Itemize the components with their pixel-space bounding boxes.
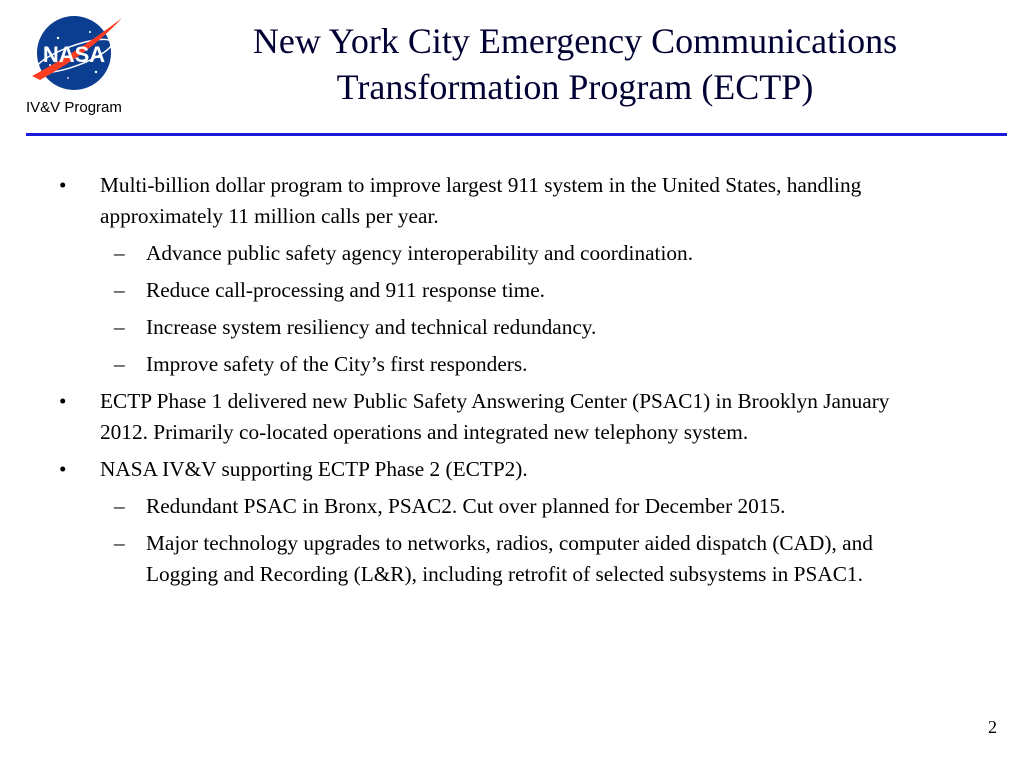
sub-bullet-item — [0, 238, 936, 269]
bullet-item — [0, 170, 930, 232]
nasa-logo — [28, 10, 124, 94]
bullet-marker: • — [59, 389, 67, 413]
bullet-list — [0, 170, 1024, 596]
sub-bullet-text: Redundant PSAC in Bronx, PSAC2. Cut over planned for December 2015. — [146, 494, 786, 518]
sub-bullet-item — [0, 275, 936, 306]
bullet-marker: • — [59, 173, 67, 197]
sub-bullet-item — [0, 528, 936, 590]
sub-bullet-item — [0, 349, 936, 380]
bullet-item — [0, 386, 930, 448]
slide-title — [180, 18, 970, 110]
bullet-marker: • — [59, 457, 67, 481]
logo-text: NASA — [42, 42, 106, 67]
title-line-1: New York City Emergency Communications — [252, 21, 898, 61]
title-line-2: Transformation Program (ECTP) — [336, 67, 814, 107]
page-number: 2 — [988, 717, 997, 737]
sub-bullet-marker: – — [114, 352, 125, 376]
sub-bullet-marker: – — [114, 494, 125, 518]
nasa-meatball-icon — [28, 10, 124, 94]
sub-bullet-marker: – — [114, 241, 125, 265]
bullet-text: ECTP Phase 1 delivered new Public Safety Answering Center (PSAC1) in Brooklyn January 2012. Primarily co-located operations and integrated new telephony system. — [100, 389, 890, 444]
sub-bullet-text: Major technology upgrades to networks, radios, computer aided dispatch (CAD), and Logging and Recording (L&R), including retrofit of selected subsystems in PSAC1. — [146, 531, 873, 586]
sub-bullet-text: Reduce call-processing and 911 response time. — [146, 278, 545, 302]
sub-bullet-marker: – — [114, 278, 125, 302]
sub-bullet-marker: – — [114, 531, 125, 555]
title-divider — [26, 133, 1007, 136]
sub-bullet-text: Advance public safety agency interoperability and coordination. — [146, 241, 694, 265]
bullet-item — [0, 454, 930, 485]
program-label: IV&V Program — [26, 99, 122, 116]
bullet-text: NASA IV&V supporting ECTP Phase 2 (ECTP2). — [100, 457, 528, 481]
sub-bullet-text: Improve safety of the City’s first responders. — [146, 352, 528, 376]
sub-bullet-item — [0, 312, 936, 343]
sub-bullet-marker: – — [114, 315, 125, 339]
bullet-text: Multi-billion dollar program to improve largest 911 system in the United States, handling approximately 11 million calls per year. — [100, 173, 862, 228]
sub-bullet-text: Increase system resiliency and technical redundancy. — [146, 315, 597, 339]
sub-bullet-item — [0, 491, 936, 522]
